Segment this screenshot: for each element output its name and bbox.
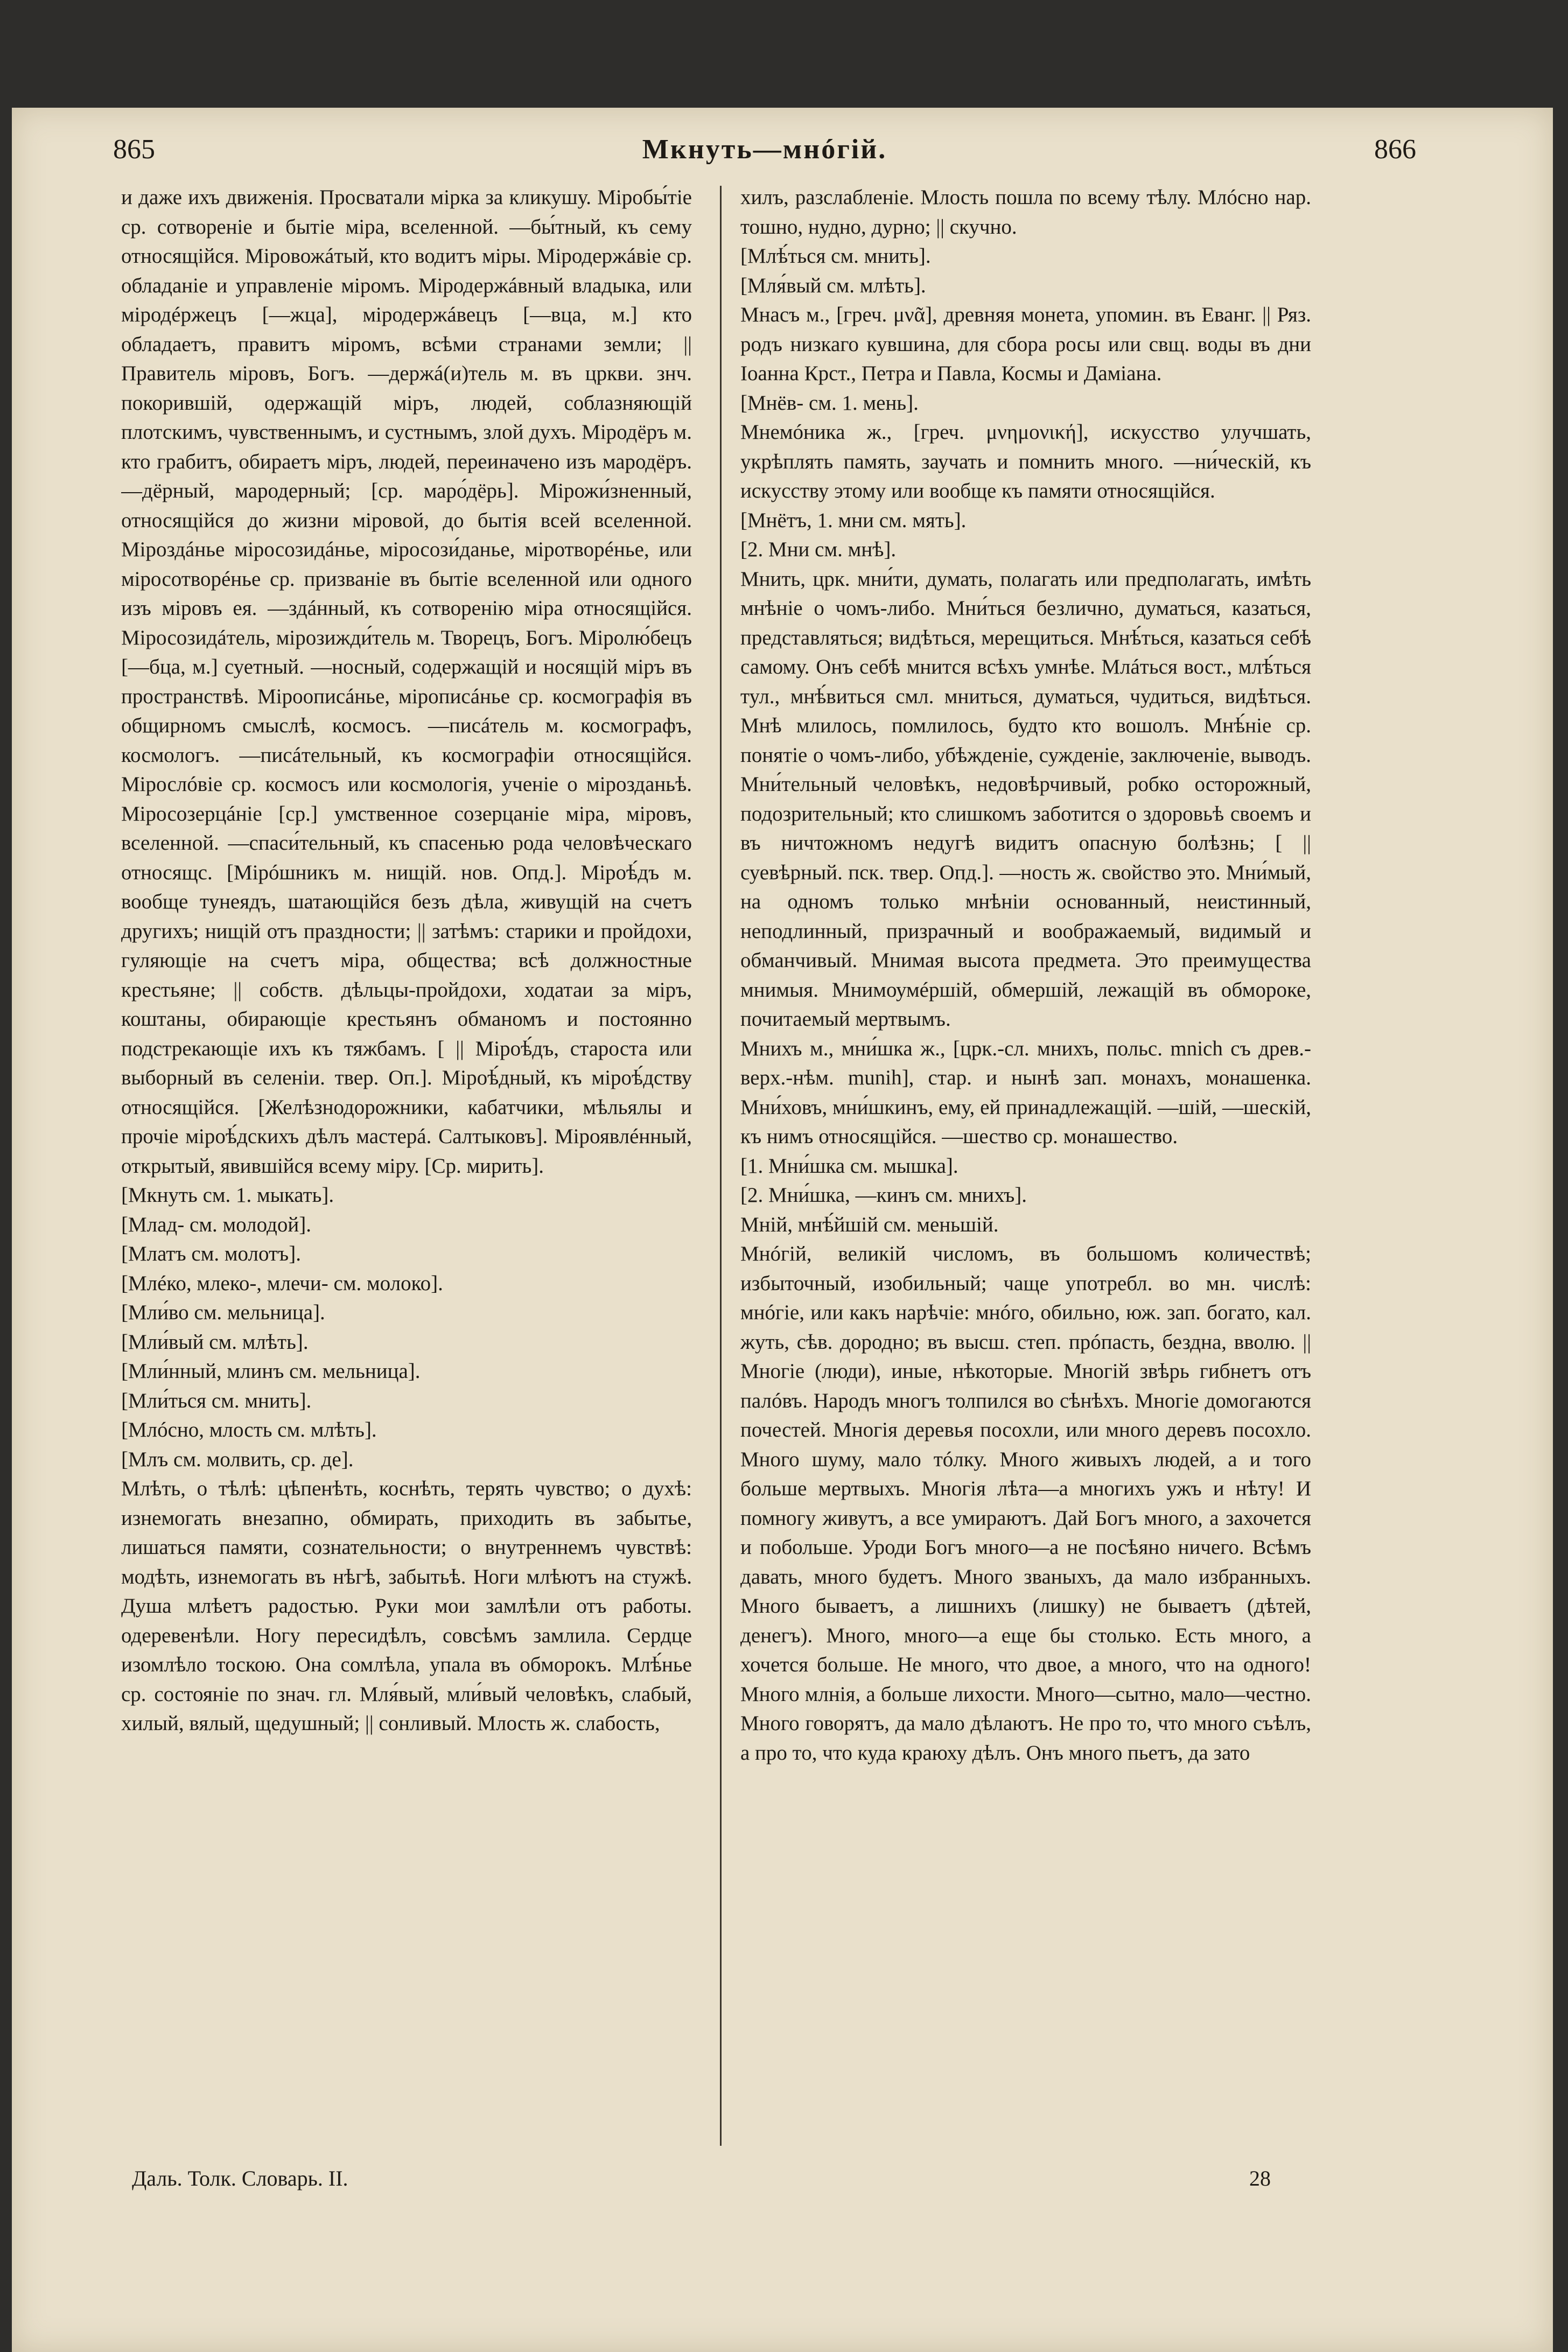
- entry-mnit: Мнить, црк. мни́ти, думать, полагать или предполагать, имѣть мнѣнiе о чомъ-либо. Мни́ться безлично, думаться, казаться, представляться; видѣться, мерещиться. Мнѣ́ться, казаться себѣ самому. Онъ себѣ мнится всѣхъ умнѣе. Млáться вост., млѣ́ться тул., мнѣ́виться смл. мниться, думаться, чудиться, видѣться. Мнѣ млилось, помлилось, будто кто вошолъ. Мнѣ́нiе ср. понятiе о чомъ-либо, убѣжденiе, сужденiе, заключенiе, выводъ. Мни́тельный человѣкъ, недовѣрчивый, робко осторожный, подозрительный; кто слишкомъ заботится о здоровьѣ своемъ и въ ничтожномъ недугѣ видитъ опасную болѣзнь; [ || суевѣрный. пск. твер. Опд.]. —ность ж. свойство это. Мни́мый, на одномъ только мнѣнiи основанный, неистинный, неподлинный, призрачный и воображаемый, видимый и обманчивый. Мнимая высота предмета. Это преимущества мнимыя. Мнимоумéршiй, обмершiй, лежащiй въ обмороке, почитаемый мертвымъ.: [740, 567, 1311, 1031]
- entry-mlivy: [Мли́вый см. млѣть].: [121, 1330, 309, 1354]
- entry-mniy: Мнiй, мнѣ́йшiй см. меньшiй.: [740, 1213, 999, 1236]
- entry-mlet: Млѣть, о тѣлѣ: цѣпенѣть, коснѣть, терять чувство; о духѣ: изнемогать внезапно, обмирать, приходить въ забытье, лишаться памяти, сознательности; о внутреннемъ чувствѣ: модѣть, изнемогать въ нѣгѣ, забытьѣ. Ноги млѣютъ на стужѣ. Душа млѣетъ радостью. Руки мои замлѣли отъ работы. одеревенѣли. Ногу пересидѣлъ, совсѣмъ замлила. Сердце изомлѣло тоскою. Она сомлѣла, упала въ обморокъ. Млѣ́нье ср. состоянiе по знач. гл. Мля́вый, мли́вый человѣкъ, слабый, хилый, вялый, щедушный; || сонливый. Млость ж. слабость,: [121, 1477, 692, 1735]
- entry-mlosno: [Млóсно, млость см. млѣть].: [121, 1418, 377, 1441]
- entry-mlitsya: [Мли́ться см. мнить].: [121, 1389, 312, 1412]
- column-divider: [720, 186, 722, 2146]
- right-column: [740, 183, 1311, 2154]
- entry-mlinny: [Мли́нный, млинъ см. мельница].: [121, 1360, 421, 1383]
- entry-mnev: [Мнёв- см. 1. мень].: [740, 391, 919, 415]
- footer-signature: Даль. Толк. Словарь. II.: [132, 2166, 348, 2190]
- entry-mnet: [Мнётъ, 1. мни см. мять].: [740, 508, 967, 532]
- entry-mnemonika: Мнемóника ж., [греч. μνημονική], искусство улучшать, укрѣплять память, заучать и помнить много. —ни́ческiй, къ искусству этому или вообще къ памяти относящiйся.: [740, 421, 1311, 502]
- page-number-right: 866: [1374, 134, 1416, 165]
- footer-sheet-number: 28: [1249, 2166, 1271, 2190]
- page-header: [113, 134, 1416, 182]
- entry-mlivo: [Мли́во см. мельница].: [121, 1301, 325, 1324]
- entry-mir: и даже ихъ движенiя. Просватали мiрка за кликушу. Мiробы́тiе ср. сотворенiе и бытiе мiра, вселенной. —бы́тный, къ сему относящiйся. Мiровожáтый, кто водитъ мiры. Мiродержáвiе ср. обладанiе и управленiе мiромъ. Мiродержáвный владыка, или мiродéржецъ [—жца], мiродержáвецъ [—вца, м.] кто обладаетъ, правитъ мiромъ, всѣми странами земли; || Правитель мiровъ, Богъ. —держá(и)тель м. въ цркви. знч. покорившiй, одержащiй мiръ, людей, соблазняющiй плотскимъ, чувственнымъ, и сустнымъ, злой духъ. Мiродёръ м. кто грабитъ, обираетъ мiръ, людей, переиначено изъ мародёръ. —дёрный, мародерный; [ср. маро́дёрь]. Мiрожи́зненный, относящiйся до жизни мiровой, до бытiя всей вселенной. Мiроздáнье мiросозидáнье, мiросози́данье, мiротворéнье, или мiросотворéнье ср. призванiе въ бытiе вселенной или одного изъ мiровъ ея. —здáнный, къ сотворенiю мiра относящiйся. Мiросозидáтель, мiрозижди́тель м. Творецъ, Богъ. Мiролю́бецъ [—бца, м.] суетный. —носный, содержащiй и носящiй мiръ въ пространствѣ. Мiроописáнье, мiрописáнье ср. космографiя въ общирномъ смыслѣ, космосъ. —писáтель м. космографъ, космологъ. —писáтельный, къ космографiи относящiйся. Мiрослóвiе ср. космосъ или космологiя, ученiе о мiрозданьѣ. Мiросозерцáнiе [ср.] умственное созерцанiе мiра, мiровъ, вселенной. —спаси́тельный, къ спасенью рода человѣческаго относящс. [Мiрóшникъ м. нищiй. нов. Опд.]. Мiроѣ́дъ м. вообще тунеядъ, шатающiйся безъ дѣла, живущiй на счетъ другихъ; нищiй отъ праздности; || затѣмъ: старики и пройдохи, гуляющiе на счетъ мiра, общества; всѣ должностные крестьяне; || собств. дѣльцы-пройдохи, ходатаи за мiръ, коштаны, обирающiе крестьянъ обманомъ и постоянно подстрекающiе ихъ къ тяжбамъ. [ || Мiроѣ́дъ, староста или выборный въ селенiи. твер. Оп.]. Мiроѣ́дный, къ мiроѣ́дству относящiйся. [Желѣзнодорожники, кабатчики, мѣльялы и прочiе мiроѣ́дскихъ дѣлъ мастерá. Салтыковъ]. Мiроявлéнный, открытый, явившiйся всему мiру. [Ср. мирить].: [121, 186, 692, 1178]
- entry-mni: [2. Мни см. мнѣ].: [740, 538, 897, 561]
- entry-mnikh: Мнихъ м., мни́шка ж., [црк.-сл. мнихъ, польс. mnich съ древ.-верх.-нѣм. munih], стар. и нынѣ зап. монахъ, монашенка. Мни́ховъ, мни́шкинъ, ему, ей принадлежащiй. —шiй, —шескiй, къ нимъ относящiйся. —шество ср. монашество.: [740, 1037, 1311, 1148]
- entry-mlad: [Млад- см. молодой].: [121, 1213, 311, 1236]
- entry-mnas: Мнасъ м., [греч. μνᾶ], древняя монета, упомин. въ Еванг. || Ряз. родъ низкаго кувшина, для сбора росы или свщ. воды въ дни Iоанна Крст., Петра и Павла, Космы и Дамiана.: [740, 303, 1311, 385]
- running-title: Мкнуть—мнóгiй.: [642, 134, 887, 165]
- entry-ml: [Млъ см. молвить, ср. де].: [121, 1447, 354, 1471]
- entry-mnishka-2: [2. Мни́шка, —кинъ см. мнихъ].: [740, 1184, 1027, 1207]
- entry-mleko: [Млéко, млеко-, млечи- см. молоко].: [121, 1271, 443, 1295]
- entry-mlat: [Млатъ см. молотъ].: [121, 1242, 301, 1265]
- page-number-left: 865: [113, 134, 155, 165]
- entry-mnishka-1: [1. Мни́шка см. мышка].: [740, 1154, 958, 1178]
- entry-mletsya: [Млѣ́ться см. мнить].: [740, 244, 931, 268]
- entry-mlost-cont: хилъ, разслабленiе. Млость пошла по всему тѣлу. Млóсно нар. тошно, нудно, дурно; || скучно.: [740, 186, 1311, 239]
- entry-mknut: [Мкнуть см. 1. мыкать].: [121, 1184, 334, 1207]
- entry-mnogiy: Мнóгiй, великiй числомъ, въ большомъ количествѣ; избыточный, изобильный; чаще употребл. во мн. числѣ: мнóгiе, или какъ нарѣчiе: мнóго, обильно, юж. зап. богато, кал. жуть, сѣв. дородно; въ высш. степ. прóпасть, бездна, вволю. || Многiе (люди), иные, нѣкоторые. Многiй звѣрь гибнетъ отъ палóвъ. Народъ многъ толпился во сѣнѣхъ. Многiе домогаются почестей. Многiя деревья посохли, или много деревъ посохло. Много шуму, мало тóлку. Много живыхъ людей, а и того больше мертвыхъ. Многiя лѣта—а многихъ ужъ и нѣту! И помногу живутъ, а все умираютъ. Дай Богъ много, а захочется и побольше. Уроди Богъ много—а не посѣяно ничего. Всѣмъ давать, много будетъ. Много званыхъ, да мало избранныхъ. Много бываетъ, а лишнихъ (лишку) не бываетъ (дѣтей, денегъ). Много, много—а еще бы столько. Есть много, а хочется больше. Не много, что двое, а много, что на одного! Много млнiя, а больше лихости. Много—сытно, мало—честно. Много говорятъ, да мало дѣлаютъ. Не про то, что много съѣлъ, а про то, что куда краюху дѣлъ. Онъ много пьетъ, да зато: [740, 1242, 1311, 1765]
- entry-mlyavy: [Мля́вый см. млѣть].: [740, 274, 926, 297]
- left-column: [121, 183, 692, 2154]
